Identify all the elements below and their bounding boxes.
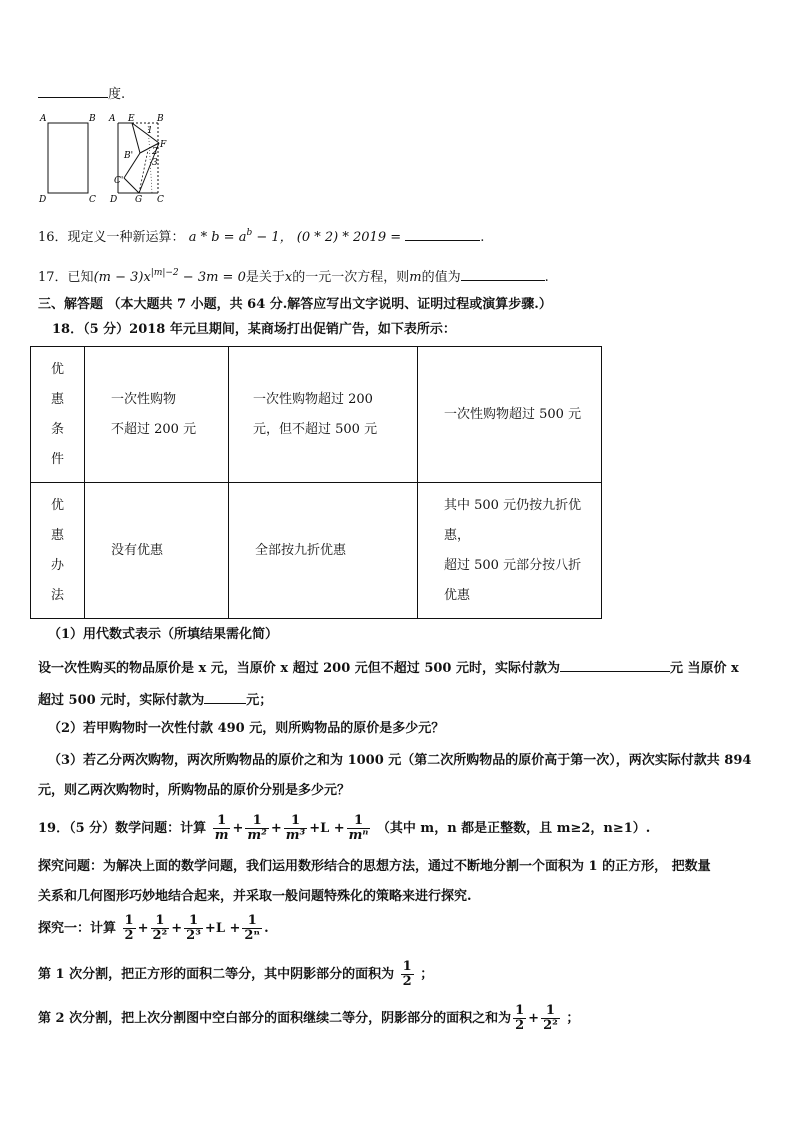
frac-numerator: 1 xyxy=(515,1003,525,1018)
left-rectangle xyxy=(48,123,88,193)
frac-denominator: 2² xyxy=(543,1018,558,1033)
row-label-methods xyxy=(31,483,85,619)
frac-denominator: m² xyxy=(247,828,267,843)
cell-text: 其中 500 元仍按九折优惠， xyxy=(444,497,582,543)
label-char: 条 xyxy=(50,421,64,437)
cell-text: 一次性购物超过 500 元 xyxy=(444,406,582,422)
frac-numerator: 1 xyxy=(402,959,412,974)
frac-denominator: 2³ xyxy=(186,928,201,943)
q18-part1-text-a: 设一次性购买的物品原价是 x 元，当原价 x 超过 200 元但不超过 500 元时，实际付款为 xyxy=(38,661,560,676)
q15-tail: 度. xyxy=(108,87,126,102)
method-cell-1 xyxy=(85,483,229,619)
cell-text: 没有优惠 xyxy=(111,542,164,558)
frac-numerator: 1 xyxy=(217,813,227,828)
q17-exp: |m|−2 xyxy=(150,268,179,278)
cell-text: 全部按九折优惠 xyxy=(255,542,347,558)
explore1-frac-last xyxy=(242,914,262,943)
question-17 xyxy=(38,264,549,287)
frac-numerator: 1 xyxy=(353,813,364,828)
q19-step1-end: ； xyxy=(420,967,434,982)
cell-text: 一次性购物 xyxy=(111,391,177,407)
frac-denominator: 2² xyxy=(152,928,168,943)
label-char: 办 xyxy=(50,557,64,573)
q18-part1-text-c: 超过 500 元时，实际付款为 xyxy=(38,693,205,708)
method-cell-3 xyxy=(418,483,602,619)
q16-blank[interactable] xyxy=(405,227,480,241)
q18-part1: （1）用代数式表示（所填结果需化简） xyxy=(48,627,279,642)
method-cell-2 xyxy=(229,483,418,619)
q18-part1-line2 xyxy=(38,690,272,710)
condition-cell-3 xyxy=(418,347,602,483)
q19-problem: 19．（5 分）数学问题：计算 $\frac{1}{m}$ + $\frac{1}{\text{m²}}$ + $\frac{1}{\text{m³}}$ +L + $\frac{1}{\text{mⁿ}}$ （其中 m，n 都是正整数，且 m≥2，n≥1）. xyxy=(38,813,651,843)
q17-x: x xyxy=(284,270,293,285)
cell-text: 超过 500 元部分按八折优惠 xyxy=(444,557,582,603)
q15-blank[interactable] xyxy=(38,84,108,98)
q18-intro: 18．（5 分）2018 年元旦期间，某商场打出促销广告，如下表所示： xyxy=(52,322,456,337)
table-row-methods xyxy=(31,483,602,619)
frac-numerator: 1 xyxy=(155,913,165,928)
q17-m: m xyxy=(409,270,422,285)
q18-blank-2[interactable] xyxy=(204,690,246,704)
right-label-f: F xyxy=(160,140,167,150)
left-label-c: C xyxy=(89,195,96,205)
q16-expr1: a * b = a xyxy=(188,230,247,245)
step2-frac-1 xyxy=(513,1004,526,1033)
step2-frac-2 xyxy=(541,1004,560,1033)
right-label-bprime: B' xyxy=(124,151,134,161)
q19-ellipsis: L xyxy=(320,821,330,836)
table-row-conditions xyxy=(31,347,602,483)
q18-part1-text-b: 元 当原价 x xyxy=(669,661,739,676)
q19-explore1: 探究一：计算 $\frac{1}{2}$ + $\frac{1}{\text{2²}}$ + $\frac{1}{\text{2³}}$ +L + $\frac{1}{\text{2ⁿ}}$ . xyxy=(38,913,269,943)
q19-frac-3 xyxy=(284,814,307,843)
explore1-frac-3 xyxy=(184,914,203,943)
condition-cell-2 xyxy=(229,347,418,483)
q16-number: 16． xyxy=(38,230,68,245)
q15-answer-line xyxy=(38,84,125,104)
explore1-frac-2 xyxy=(151,914,170,943)
right-label-b: B xyxy=(157,114,164,124)
frac-denominator: m xyxy=(214,828,229,843)
q17-post: 的值为 xyxy=(421,270,461,285)
q16-expr2: (0 * 2) * 2019 = xyxy=(296,230,402,245)
label-char: 惠 xyxy=(50,391,64,407)
frac-denominator: 2 xyxy=(402,974,412,989)
right-label-c: C xyxy=(157,195,164,205)
q18-part3-line2: 元，则乙两次购物时，所购物品的原价分别是多少元？ xyxy=(38,783,351,798)
q19-step2-text: 第 2 次分割，把上次分割图中空白部分的面积继续二等分，阴影部分的面积之和为 xyxy=(38,1011,512,1026)
q19-frac-1 xyxy=(213,814,231,843)
right-label-cprime: C' xyxy=(114,176,124,186)
frac-denominator: m³ xyxy=(285,828,306,843)
frac-numerator: 1 xyxy=(247,913,257,928)
label-char: 惠 xyxy=(50,527,64,543)
right-label-e: E xyxy=(128,114,135,124)
q17-expr: (m − 3)x xyxy=(93,270,151,285)
step1-frac xyxy=(401,960,414,989)
q19-frac-last xyxy=(347,814,371,843)
q17-number: 17． xyxy=(38,270,68,285)
q19-step1 xyxy=(38,958,433,992)
label-char: 优 xyxy=(50,361,64,377)
right-label-1: 1 xyxy=(147,126,153,136)
explore1-frac-1 xyxy=(123,914,136,943)
right-label-a: A xyxy=(109,114,116,124)
q19-condition: （其中 m，n 都是正整数，且 m≥2，n≥1）. xyxy=(376,821,651,836)
frac-numerator: 1 xyxy=(290,813,300,828)
q17-expr-tail: − 3m = 0 xyxy=(178,270,246,285)
q16-text: 现定义一种新运算： xyxy=(67,230,185,245)
frac-numerator: 1 xyxy=(124,913,134,928)
q19-explore-line1: 探究问题：为解决上面的数学问题，我们运用数形结合的思想方法，通过不断地分割一个面积为 1 的正方形， 把数量 xyxy=(38,859,711,874)
explore1-ellipsis: L xyxy=(215,921,225,936)
cell-text: 一次性购物超过 200 xyxy=(253,391,373,407)
label-char: 件 xyxy=(50,451,64,467)
left-label-a: A xyxy=(40,114,47,124)
q18-part3-line1: （3）若乙分两次购物，两次所购物品的原价之和为 1000 元（第二次所购物品的原价高于第一次），两次实际付款共 894 xyxy=(48,753,752,768)
q19-step2: 第 2 次分割，把上次分割图中空白部分的面积继续二等分，阴影部分的面积之和为 $\frac{1}{2}$ + $\frac{1}{\text{2²}}$ ； xyxy=(38,1003,580,1033)
section-3-heading: 三、解答题 （本大题共 7 小题，共 64 分.解答应写出文字说明、证明过程或演算步骤.） xyxy=(38,297,552,312)
q19-step1-text: 第 1 次分割，把正方形的面积二等分，其中阴影部分的面积为 xyxy=(38,967,395,982)
folding-figure xyxy=(36,110,176,206)
q17-blank[interactable] xyxy=(461,267,545,281)
row-label-conditions xyxy=(31,347,85,483)
q18-part1-text-d: 元； xyxy=(246,693,273,708)
frac-numerator: 1 xyxy=(189,913,199,928)
q17-mid: 是关于 xyxy=(245,270,285,285)
q19-explore-line2: 关系和几何图形巧妙地结合起来，并采取一般问题特殊化的策略来进行探究. xyxy=(38,889,472,904)
right-label-d: D xyxy=(110,195,118,205)
q16-expr1-tail: − 1， xyxy=(252,230,293,245)
left-label-b: B xyxy=(89,114,96,124)
promotion-table xyxy=(30,346,602,619)
q19-step2-end: ； xyxy=(566,1011,580,1026)
frac-denominator: 2 xyxy=(124,928,134,943)
q16-exp1: b xyxy=(246,228,253,238)
q19-frac-2 xyxy=(245,814,268,843)
q18-part1-line1 xyxy=(38,658,739,678)
frac-numerator: 1 xyxy=(545,1003,555,1018)
right-label-2: 2 xyxy=(152,147,158,157)
q18-part2: （2）若甲购物时一次性付款 490 元，则所购物品的原价是多少元？ xyxy=(48,721,445,736)
condition-cell-1 xyxy=(85,347,229,483)
label-char: 法 xyxy=(50,587,64,603)
frac-numerator: 1 xyxy=(252,813,262,828)
question-16 xyxy=(38,224,484,247)
cell-text: 元，但不超过 500 元 xyxy=(253,421,378,437)
q17-end: . xyxy=(544,270,549,285)
right-label-g: G xyxy=(135,195,143,205)
frac-denominator: 2 xyxy=(515,1018,525,1033)
q18-blank-1[interactable] xyxy=(560,658,670,672)
q16-end: . xyxy=(480,230,485,245)
label-char: 优 xyxy=(50,497,64,513)
q17-mid2: 的一元一次方程，则 xyxy=(292,270,410,285)
q17-pre: 已知 xyxy=(67,270,94,285)
q19-head: 19．（5 分）数学问题：计算 xyxy=(38,821,207,836)
left-label-d: D xyxy=(39,195,47,205)
right-label-3: 3 xyxy=(152,158,158,168)
q19-explore1-head: 探究一：计算 xyxy=(38,921,117,936)
cell-text: 不超过 200 元 xyxy=(111,421,197,437)
frac-denominator: 2ⁿ xyxy=(244,928,261,943)
frac-denominator: mⁿ xyxy=(348,828,369,843)
